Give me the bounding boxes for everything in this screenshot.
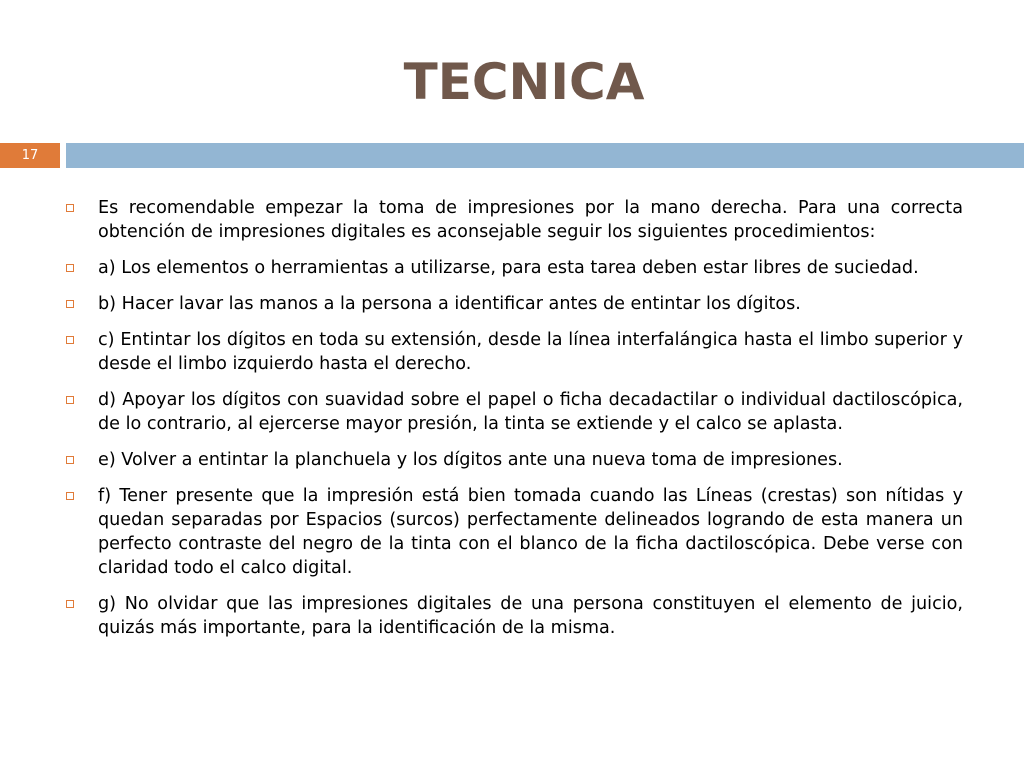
list-item-text: Es recomendable empezar la toma de impresiones por la mano derecha. Para una correcta obtención de impresiones digitales es aconsejable seguir los siguientes procedimientos: — [98, 198, 963, 242]
list-item-text: g) No olvidar que las impresiones digitales de una persona constituyen el elemento de juicio, quizás más importante, para la identificación de la misma. — [98, 594, 963, 638]
slide-title: TECNICA — [403, 53, 645, 111]
list-item-text: b) Hacer lavar las manos a la persona a identificar antes de entintar los dígitos. — [98, 294, 801, 314]
list-item-text: e) Volver a entintar la planchuela y los dígitos ante una nueva toma de impresiones. — [98, 450, 843, 470]
bullet-icon — [66, 264, 74, 272]
list-item — [62, 196, 963, 244]
bullet-icon — [66, 456, 74, 464]
list-item — [62, 328, 963, 376]
list-item — [62, 256, 963, 280]
list-item-text: d) Apoyar los dígitos con suavidad sobre el papel o ficha decadactilar o individual dactiloscópica, de lo contrario, al ejercerse mayor presión, la tinta se extiende y el calco se aplasta. — [98, 390, 963, 434]
slide-number: 17 — [0, 143, 60, 168]
bullet-icon — [66, 396, 74, 404]
list-item-text: c) Entintar los dígitos en toda su extensión, desde la línea interfalángica hasta el limbo superior y desde el limbo izquierdo hasta el derecho. — [98, 330, 963, 374]
header-bar — [66, 143, 1024, 168]
list-item — [62, 292, 963, 316]
bullet-icon — [66, 600, 74, 608]
list-item — [62, 388, 963, 436]
list-item — [62, 484, 963, 580]
bullet-list — [62, 196, 963, 652]
list-item-text: a) Los elementos o herramientas a utilizarse, para esta tarea deben estar libres de suciedad. — [98, 258, 919, 278]
list-item — [62, 592, 963, 640]
bullet-icon — [66, 336, 74, 344]
bullet-icon — [66, 204, 74, 212]
bullet-icon — [66, 492, 74, 500]
list-item — [62, 448, 963, 472]
bullet-icon — [66, 300, 74, 308]
list-item-text: f) Tener presente que la impresión está bien tomada cuando las Líneas (crestas) son nítidas y quedan separadas por Espacios (surcos) perfectamente delineados logrando de esta manera un perfecto contraste del negro de la tinta con el blanco de la ficha dactiloscópica. Debe verse con claridad todo el calco digital. — [98, 486, 963, 578]
